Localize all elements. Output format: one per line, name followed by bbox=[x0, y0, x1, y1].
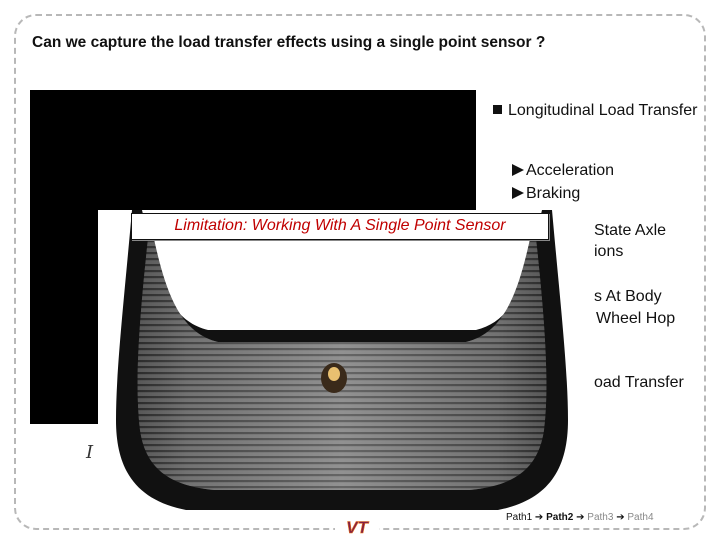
arrow-bullet-icon bbox=[512, 164, 524, 176]
path-navigation bbox=[506, 512, 654, 523]
slide-title: Can we capture the load transfer effects using a single point sensor ? bbox=[32, 34, 546, 51]
bullet-heading bbox=[493, 100, 708, 122]
bullet-list bbox=[493, 100, 708, 122]
logo-text: VT bbox=[346, 518, 368, 537]
tire-cross-section-image bbox=[98, 210, 586, 522]
square-bullet-icon bbox=[493, 105, 502, 114]
vt-logo-icon bbox=[335, 517, 379, 537]
nav-path1[interactable]: Path1 bbox=[506, 512, 533, 523]
sub-item-acceleration bbox=[512, 162, 614, 180]
bullet-heading-text: Longitudinal Load Transfer bbox=[508, 102, 698, 119]
vt-logo bbox=[335, 517, 379, 542]
partial-text-line: s At Body bbox=[594, 288, 662, 305]
sub-item-braking bbox=[512, 185, 580, 203]
limitation-callout: Limitation: Working With A Single Point Sensor bbox=[131, 213, 549, 240]
partial-text-line: Wheel Hop bbox=[596, 310, 676, 327]
partial-text-line: oad Transfer bbox=[594, 374, 684, 391]
tire-illustration bbox=[98, 210, 586, 522]
partial-text-line: State Axle bbox=[594, 222, 667, 239]
arrow-bullet-icon bbox=[512, 187, 524, 199]
nav-arrow-icon: ➔ bbox=[616, 512, 625, 523]
stray-glyph: I bbox=[86, 442, 94, 463]
sub-item-label: Acceleration bbox=[526, 162, 615, 179]
nav-path2[interactable]: Path2 bbox=[546, 512, 574, 523]
nav-arrow-icon: ➔ bbox=[576, 512, 585, 523]
nav-arrow-icon: ➔ bbox=[534, 512, 544, 523]
nav-path3[interactable]: Path3 bbox=[587, 512, 614, 523]
partial-text-line: ions bbox=[594, 243, 624, 260]
nav-path4[interactable]: Path4 bbox=[627, 512, 654, 523]
sub-item-label: Braking bbox=[526, 185, 581, 202]
